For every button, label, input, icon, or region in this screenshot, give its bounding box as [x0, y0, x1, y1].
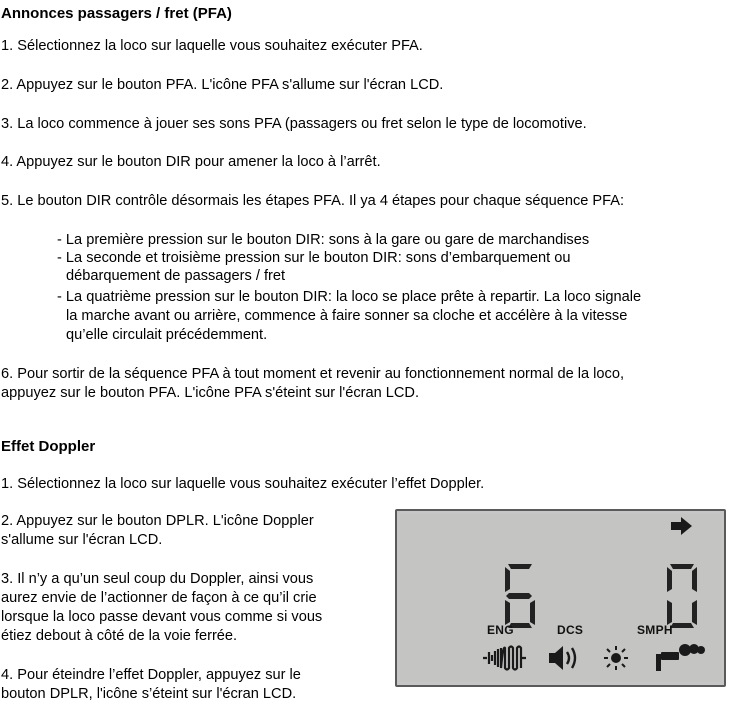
pfa-sub-3-line-1: - La quatrième pression sur le bouton DIR: la loco se place prête à repartir. La loco signale — [57, 289, 642, 305]
speaker-icon — [549, 646, 575, 670]
lcd-label-eng: ENG — [487, 623, 514, 637]
lcd-label-dcs: DCS — [557, 623, 584, 637]
doppler-step-4-line-1: 4. Pour éteindre l’effet Doppler, appuyez sur le — [1, 667, 301, 683]
headlight-sun-icon — [604, 646, 628, 670]
pfa-step-3: 3. La loco commence à jouer ses sons PFA (passagers ou fret selon le type de locomotive. — [1, 116, 587, 132]
doppler-step-3-line-2: aurez envie de l’actionner de façon à ce qu’il crie — [1, 590, 317, 606]
pfa-step-5: 5. Le bouton DIR contrôle désormais les étapes PFA. Il ya 4 étapes pour chaque séquence PFA: — [1, 193, 625, 209]
doppler-step-3-line-4: étiez debout à côté de la voie ferrée. — [1, 628, 238, 644]
lcd-screen — [395, 509, 726, 687]
pfa-step-4: 4. Appuyez sur le bouton DIR pour amener la loco à l’arrêt. — [1, 154, 381, 170]
doppler-step-2-line-2: s'allume sur l'écran LCD. — [1, 532, 163, 548]
doppler-step-4-line-2: bouton DPLR, l'icône s’éteint sur l'écran LCD. — [1, 686, 297, 702]
doppler-wave-icon — [483, 647, 526, 670]
lcd-label-smph: SMPH — [637, 623, 673, 637]
pfa-sub-3-line-3: qu’elle circulait précédemment. — [66, 327, 268, 343]
direction-arrow-icon — [671, 517, 692, 535]
pfa-step-6-line-1: 6. Pour sortir de la séquence PFA à tout moment et revenir au fonctionnement normal de la loco, — [1, 366, 625, 382]
doppler-step-3-line-1: 3. Il n’y a qu’un seul coup du Doppler, ainsi vous — [1, 571, 314, 587]
pfa-sub-3-line-2: la marche avant ou arrière, commence à faire sonner sa cloche et accélère à la vitesse — [66, 308, 628, 324]
speed-digit — [667, 564, 697, 628]
doppler-step-2-line-1: 2. Appuyez sur le bouton DPLR. L'icône Doppler — [1, 513, 314, 529]
lcd-graphics — [397, 511, 724, 685]
pfa-sub-2-line-1: - La seconde et troisième pression sur le bouton DIR: sons d’embarquement ou — [57, 250, 571, 266]
doppler-step-3-line-3: lorsque la loco passe devant vous comme si vous — [1, 609, 323, 625]
pfa-heading: Annonces passagers / fret (PFA) — [1, 5, 232, 22]
pfa-sub-2-line-2: débarquement de passagers / fret — [66, 268, 286, 284]
doppler-step-1: 1. Sélectionnez la loco sur laquelle vous souhaitez exécuter l’effet Doppler. — [1, 476, 485, 492]
whistle-icon — [656, 644, 705, 671]
doppler-heading: Effet Doppler — [1, 438, 96, 455]
engine-number-digit — [505, 564, 535, 628]
pfa-sub-1: - La première pression sur le bouton DIR: sons à la gare ou gare de marchandises — [57, 232, 590, 248]
pfa-step-6-line-2: appuyez sur le bouton PFA. L'icône PFA s'éteint sur l'écran LCD. — [1, 385, 420, 401]
pfa-step-2: 2. Appuyez sur le bouton PFA. L'icône PFA s'allume sur l'écran LCD. — [1, 77, 444, 93]
pfa-step-1: 1. Sélectionnez la loco sur laquelle vous souhaitez exécuter PFA. — [1, 38, 423, 54]
